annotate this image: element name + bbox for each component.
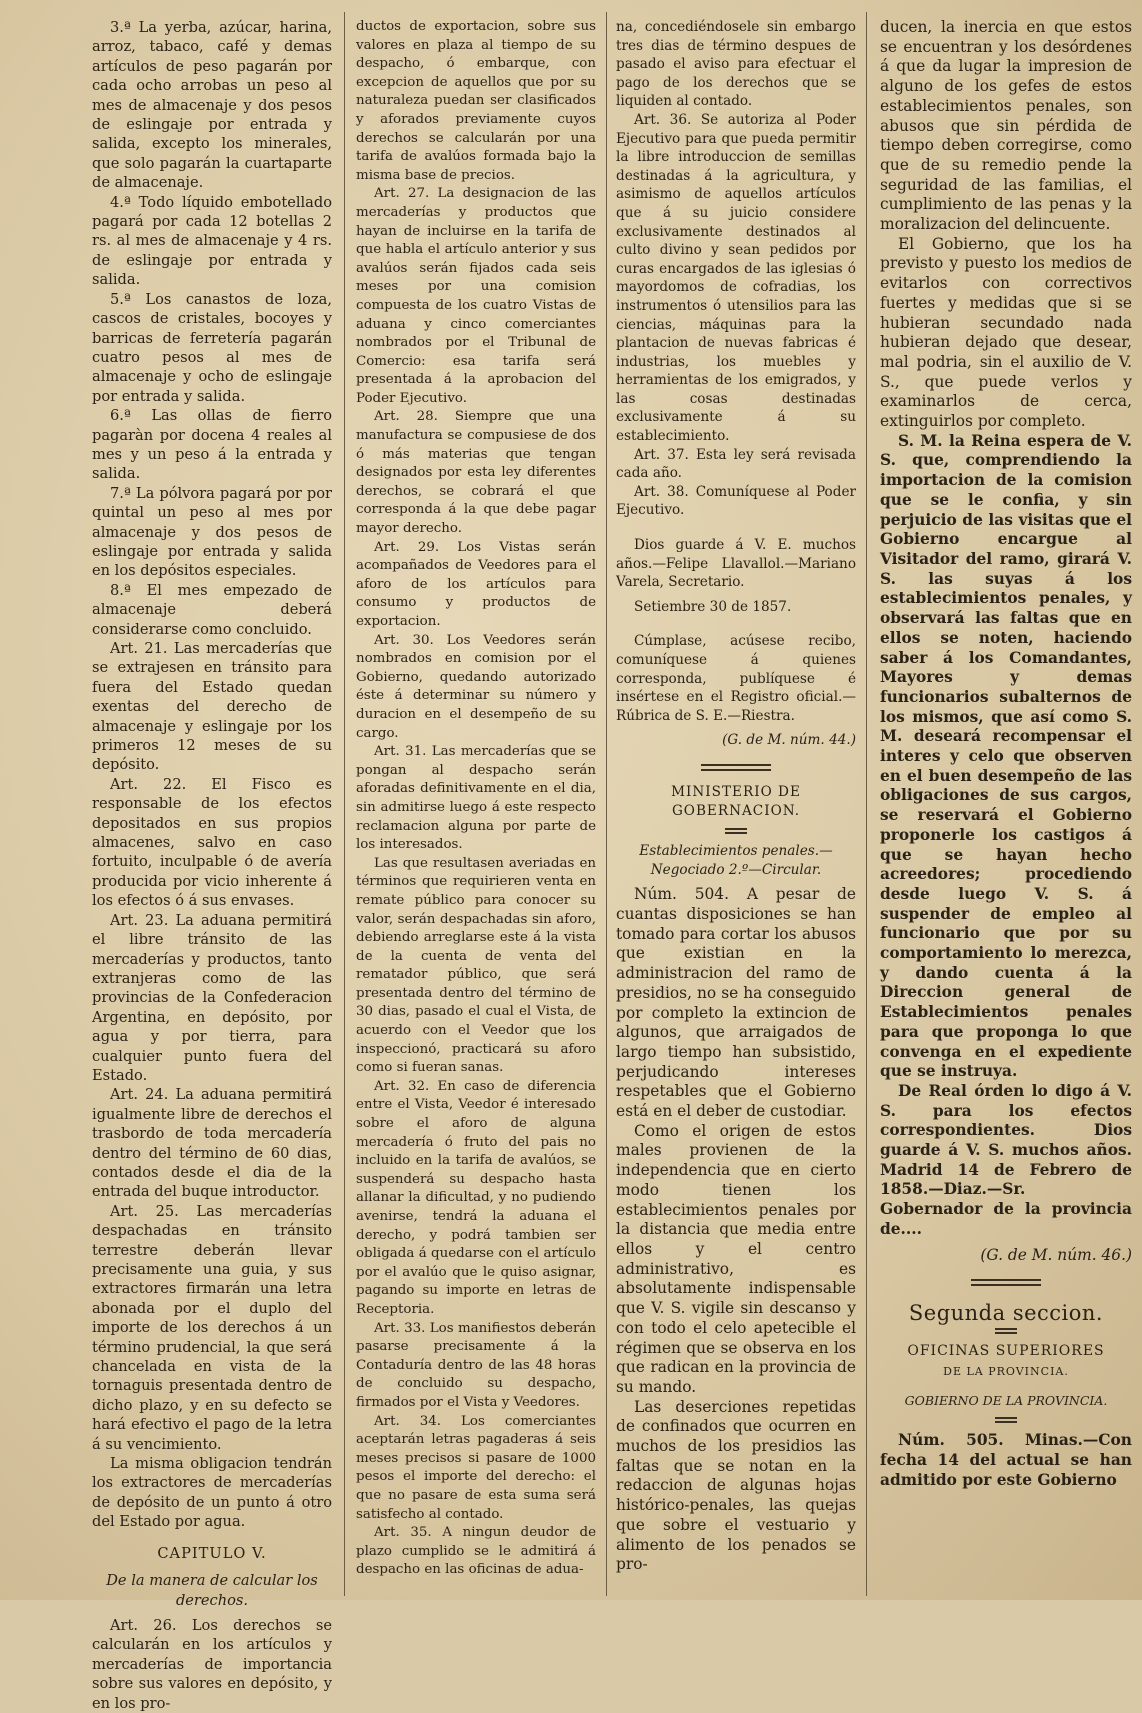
ministry-subheading: Establecimientos penales.—Negociado 2.º—Circular. [639,843,833,878]
article-30: Art. 30. Los Veedores serán nombrados en comision por el Gobierno, quedando autorizado éste á determinar su número y duracion en el desempeño de su cargo. [356,632,596,741]
article-29: Art. 29. Los Vistas serán acompañados de Veedores para el aforo de los artículos para consumo y productos de exportacion. [356,539,596,629]
paragraph: Como el origen de estos males provienen de la independencia que en cierto modo tienen los establecimientos penales por la distancia que media entre ellos y el centro administrativo, es absolutamente indispensable que V. S. vigile sin descanso y con todo el celo apetecible el régimen que se observa en los que radican en la provincia de su mando. [616,1121,856,1396]
signature-block: Dios guarde á V. E. muchos años.—Felipe Llavallol.—Mariano Varela, Secretario. [616,537,856,591]
circular-504: Núm. 504. A pesar de cuantas disposiciones se han tomado para cortar los abusos que existian en la administracion del ramo de presidios, no se ha conseguido por completo la extincion de algunos, que arraigados de largo tiempo han subsistido, perjudicando intereses respetables que el Gobierno está en el deber de custodiar. [616,885,856,1121]
paragraph: 4.ª Todo líquido embotellado pagará por cada 12 botellas 2 rs. al mes de almacenaje y 4 rs. de eslingaje por entrada y salida. [92,193,332,289]
paragraph: ductos de exportacion, sobre sus valores en plaza al tiempo de su despacho, ó embarque, con excepcion de aquellos que por su naturaleza puedan ser clasificados y aforados previamente cuyos derechos se calcularán por una tarifa de avalúos formada bajo la misma base de precios. [356,19,596,183]
section-title: Segunda seccion. [908,1301,1104,1326]
paragraph: 7.ª La pólvora pagará por por quintal un peso al mes por almacenaje y dos pesos de eslingaje por entrada y salida en los depósitos especiales. [92,484,332,580]
article-38: Art. 38. Comuníquese al Poder Ejecutivo. [616,483,856,519]
paragraph: 3.ª La yerba, azúcar, harina, arroz, tabaco, café y demas artículos de peso pagarán por cada ocho arrobas un peso al mes de almacenaje y dos pesos de eslingaje por entrada y salida, excepto los minerales, que solo pagarán la cuartaparte de almacenaje. [92,19,332,192]
separator-rule [701,764,771,771]
article-25: Art. 25. Las mercaderías despachadas en tránsito terrestre deberán llevar precisamente una guia, y sus extractores firmarán una letra abonada por el duplo del importe de los derechos á un término prudencial, la que será chancelada en vista de la tornaguis presentada dentro de dicho plazo, y en su defecto se hará efectivo el pago de la letra á su vencimiento. [92,1202,332,1453]
article-26: Art. 26. Los derechos se calcularán en los artículos y mercaderías de importancia sobre sus valores en depósito, y en los pro- [92,1616,332,1712]
paragraph: 8.ª El mes empezado de almacenaje deberá considerarse como concluido. [92,581,332,638]
paragraph: Las deserciones repetidas de confinados que ocurren en muchos de los presidios las faltas que se notan en la redaccion de algunas hojas histórico-penales, las quejas que sobre el vestuario y alimento de los penados se pro- [616,1397,856,1574]
column-rule [606,12,607,1596]
separator-rule [725,828,747,834]
source-citation: (G. de M. núm. 44.) [722,732,856,749]
office-heading: OFICINAS SUPERIORES [907,1343,1105,1359]
article-34: Art. 34. Los comerciantes aceptarán letras pagaderas á seis meses precisos si pasare de 1000 pesos el importe del derecho: el que no pasare de esta suma será satisfecho al contado. [356,1413,596,1522]
article-23: Art. 23. La aduana permitirá el libre tránsito de las mercaderías y productos, tanto extranjeras como de las provincias de la Confederacion Argentina, en depósito, por agua y por tierra, para cualquier punto fuera del Estado. [92,911,332,1084]
paragraph: 6.ª Las ollas de fierro pagaràn por docena 4 reales al mes y un peso á la entrada y salida. [92,407,332,483]
separator-rule [995,1328,1017,1334]
government-heading: GOBIERNO DE LA PROVINCIA. [904,1393,1108,1409]
article-37: Art. 37. Esta ley será revisada cada año. [616,446,856,482]
column-rule [866,12,867,1596]
ministry-heading: MINISTERIO DE GOBERNACION. [671,783,801,819]
article-22: Art. 22. El Fisco es responsable de los efectos depositados en sus propios almacenes, salvo en caso fortuito, inculpable ó de avería producida por vicio inherente á los efectos ó á sus envases. [92,775,332,910]
office-subheading: DE LA PROVINCIA. [943,1364,1069,1378]
paragraph: na, concediéndosele sin embargo tres dias de término despues de pasado el aviso para efectuar el pago de los derechos que se liquiden al contado. [616,19,856,110]
paragraph: 5.ª Los canastos de loza, cascos de cristales, bocoyes y barricas de ferretería pagarán cuatro pesos al mes de almacenaje y ocho de eslingaje por entrada y salida. [92,290,332,405]
article-24: Art. 24. La aduana permitirá igualmente libre de derechos el trasbordo de toda mercadería dentro del término de 60 dias, contados desde el dia de la entrada del buque introductor. [92,1086,332,1201]
paragraph: Las que resultasen averiadas en términos que requirieren venta en remate público para conocer su valor, serán despachadas sin aforo, debiendo arreglarse este á la vista de la cuenta de venta del rematador público, que será presentada dentro del término de 30 dias, pasado el cual el Vista, de acuerdo con el Veedor que los inspeccionó, practicará su aforo como si fueran sanas. [356,855,596,1076]
separator-rule [971,1279,1041,1286]
separator-rule [995,1417,1017,1423]
article-31: Art. 31. Las mercaderías que se pongan al despacho serán aforadas definitivamente en el dia, sin admitirse luego á este respecto reclamacion alguna por parte de los interesados. [356,744,596,853]
column-1 [92,18,332,1712]
article-28: Art. 28. Siempre que una manufactura se compusiese de dos ó más materias que tengan designados por esta ley diferentes derechos, se cobrará el que corresponda á la que debe pagar mayor derecho. [356,409,596,537]
date-line: Setiembre 30 de 1857. [634,598,792,615]
notice-505: Núm. 505. Minas.—Con fecha 14 del actual se han admitido por este Gobierno [880,1431,1132,1489]
article-36: Art. 36. Se autoriza al Poder Ejecutivo para que pueda permitir la libre introduccion de semillas destinadas á la agricultura, y asimismo de aquellos artículos que á su juicio considere exclusivamente destinados al culto divino y sean pedidos por curas encargados de las iglesias ó mayordomos de cofradias, los instrumentos ó utensilios para las ciencias, máquinas para la plantacion de nuevas fabricas é industrias, los muebles y herramientas de los emigrados, y las cosas destinadas exclusivamente á su establecimiento. [616,111,856,445]
column-2 [356,18,596,1594]
chapter-subheading: De la manera de calcular los derechos. [106,1572,318,1609]
article-32: Art. 32. En caso de diferencia entre el Vista, Veedor é interesado sobre el aforo de alguna mercadería ó fruto del pais no incluido en la tarifa de avalúos, se suspenderá su despacho hasta allanar la dificultad, y no pudiendo avenirse, tendrá la aduana el derecho, y podrá tambien ser obligada á quedarse con el artículo por el avalúo que le quiso asignar, pagando su importe en letras de Receptoria. [356,1078,596,1317]
article-21: Art. 21. Las mercaderías que se extrajesen en tránsito para fuera del Estado quedan exentas del derecho de almacenaje y eslingaje por los primeros 12 meses de su depósito. [92,640,332,774]
paragraph: De Real órden lo digo á V. S. para los efectos correspondientes. Dios guarde á V. S. muchos años. Madrid 14 de Febrero de 1858.—Diaz.—Sr. Gobernador de la provincia de.... [880,1081,1132,1238]
column-rule [344,12,345,1596]
article-33: Art. 33. Los manifiestos deberán pasarse precisamente á la Contaduría dentro de las 48 horas de concluido su despacho, firmados por el Vista y Veedores. [356,1320,596,1410]
article-35: Art. 35. A ningun deudor de plazo cumplido se le admitirá á despacho en las oficinas de adua- [356,1525,596,1578]
decree-block: Cúmplase, acúsese recibo, comuníquese á quienes corresponda, publíquese é insértese en el Registro oficial.—Rúbrica de S. E.—Riestra. [616,633,856,724]
source-citation: (G. de M. núm. 46.) [980,1245,1132,1264]
paragraph: S. M. la Reina espera de V. S. que, comprendiendo la importacion de la comision que se le confia, y sin perjuicio de las visitas que el Gobierno encargue al Visitador del ramo, girará V. S. las suyas á los establecimientos penales, y observará las faltas que en ellos se noten, haciendo saber á los Comandantes, Mayores y demas funcionarios subalternos de los mismos, que así como S. M. deseará recompensar el interes y celo que observen en el buen desempeño de las obligaciones de sus cargos, se reservará el Gobierno proponerle los castigos á que se hayan hecho acreedores; procediendo desde luego V. S. á suspender de empleo al funcionario que por su comportamiento lo merezca, y dando cuenta á la Direccion general de Establecimientos penales para que proponga lo que convenga en el expediente que se instruya. [880,431,1132,1081]
chapter-heading: CAPITULO V. [157,1544,267,1562]
paragraph: ducen, la inercia en que estos se encuentran y los desórdenes á que da lugar la impresion de alguno de los gefes de estos establecimientos penales, son abusos que sin pérdida de tiempo deben corregirse, como que de su remedio pende la seguridad de las familias, el cumplimiento de las penas y la moralizacion del delincuente. [880,18,1132,234]
paragraph: El Gobierno, que los ha previsto y puesto los medios de evitarlos con correctivos fuertes y medidas que si se hubieran secundado nada hubieran dejado que desear, mal podria, sin el auxilio de V. S., que puede verlos y examinarlos de cerca, extinguirlos por completo. [880,234,1132,431]
article-27: Art. 27. La designacion de las mercaderías y productos que hayan de incluirse en la tarifa de que habla el artículo anterior y sus avalúos serán fijados cada seis meses por una comision compuesta de los cuatro Vistas de aduana y cinco comerciantes nombrados por el Tribunal de Comercio: esa tarifa será presentada á la aprobacion del Poder Ejecutivo. [356,186,596,406]
paragraph: La misma obligacion tendrán los extractores de mercaderías de depósito de un punto á otro del Estado por agua. [92,1455,332,1531]
column-4 [880,18,1132,1594]
column-3 [616,18,856,1594]
